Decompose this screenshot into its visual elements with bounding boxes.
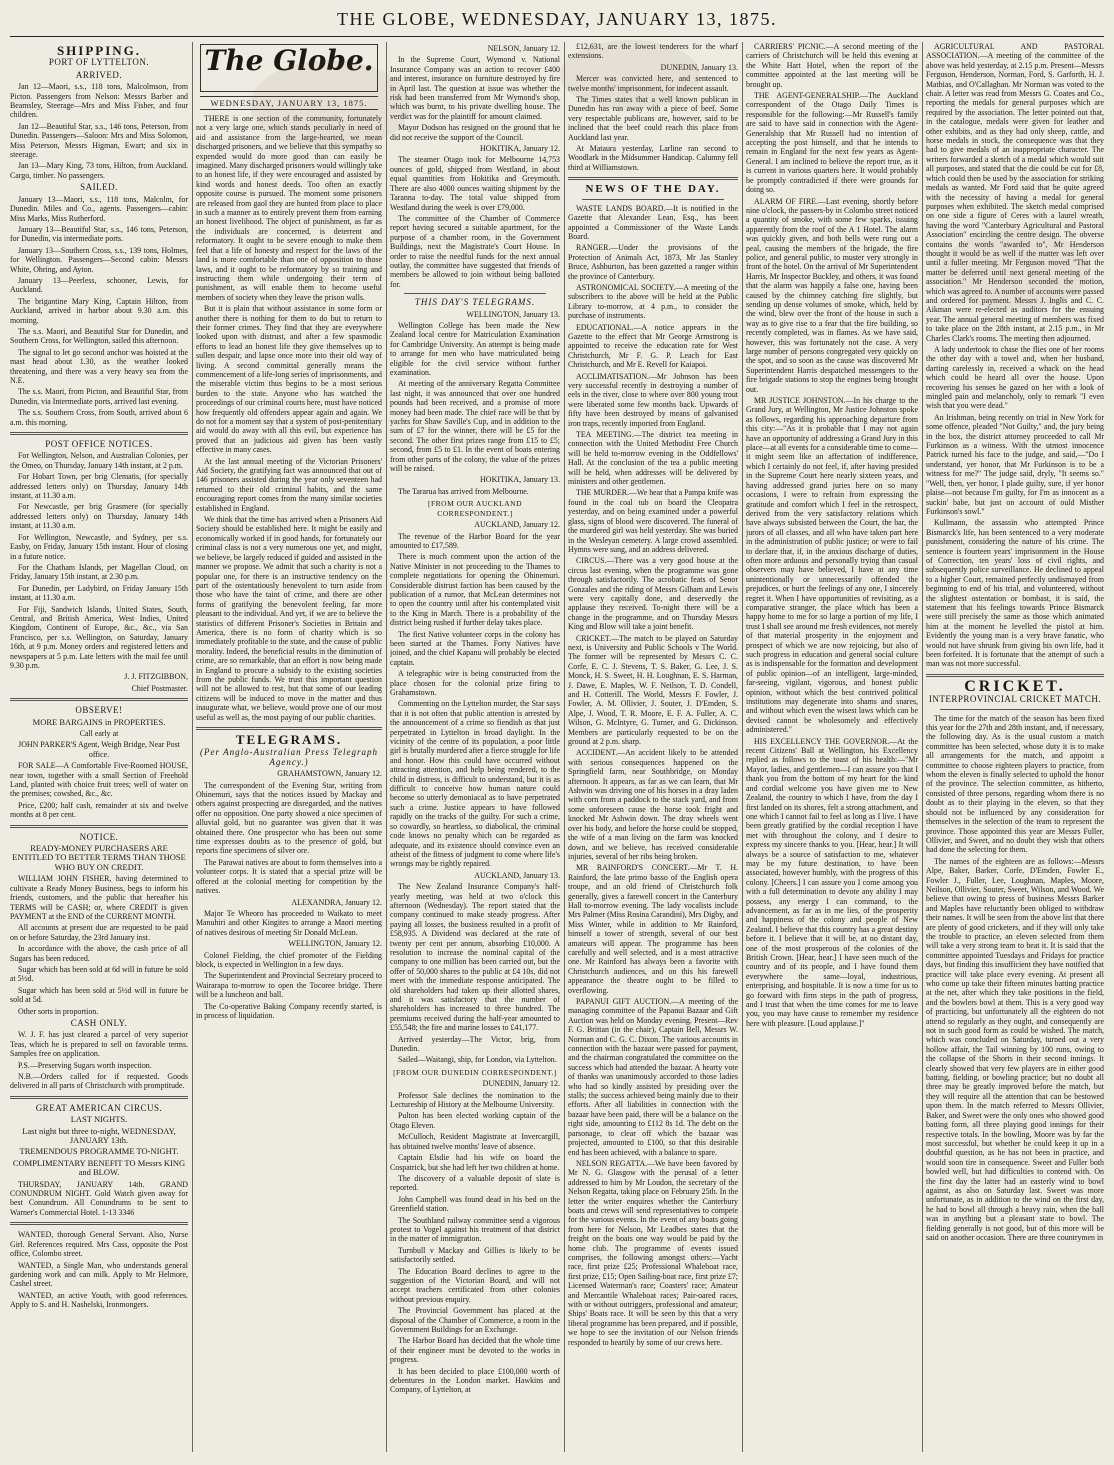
circus-line: THURSDAY, JANUARY 14th. GRAND CONUNDRUM NIGHT. Gold Watch given away for best Conundrum. All Conundrums to be sent to Warner's Commercial Hotel. 1-13 3346 xyxy=(10,1179,188,1217)
telegram-item: A telegraphic wire is being constructed from the place chosen for the colonial prize firing to Grahamstown. xyxy=(390,669,560,697)
masthead: THE GLOBE, WEDNESDAY, JANUARY 13, 1875. xyxy=(336,9,777,29)
telegram-item: Professor Sale declines the nomination to the Lectureship of History at the Melbourne University. xyxy=(390,1090,560,1110)
section-rule xyxy=(10,1096,188,1099)
news-item: CARRIERS' PICNIC.—A second meeting of the carriers of Christchurch will be held this evening at the White Hart Hotel, when the report of the committee appointed at the last meeting will be brought up. xyxy=(746,42,918,89)
section-rule xyxy=(10,432,188,435)
section-rule xyxy=(196,727,382,730)
telegram-item: £12,631, are the lowest tenderers for the wharf extensions. xyxy=(568,42,738,61)
notice-heading: NOTICE. xyxy=(79,831,119,842)
leader-paragraph: But it is plain that without assistance in some form or another there is nothing for them to do but to return to their former crimes. They find that they are everywhere looked upon with distrust, and after a few spasmodic efforts to lead an honest life they give themselves up to sullen despair, and lapse once more into their old way of living. A second committal generally means the commencement of a life-long series of imprisonments, and the miserable victim thus begins to be a most serious burden to the state. Anyone who has watched the proceedings of our criminal courts here, must have noticed how frequently old offenders appear again and again. We do not for a moment say that a system of post-penitentiary aid would do away with all this evil, but experience has proved that an judicious aid given has been vastly effective in many cases. xyxy=(196,304,382,455)
post-notice: For Hobart Town, per brig Clematis, (for specially addressed letters only) on Thursday, January 14th instant, at 11.30 a.m. xyxy=(10,472,188,501)
notice-body: All accounts at present due are requested to be paid on or before Saturday, the 23rd January inst. xyxy=(10,923,188,942)
cricket-paragraph: The names of the eighteen are as follows:—Messrs Alpe, Baker, Barker, Corfe, D'Emden, Fowler E., Fowler J., Fuller, Lee, Loughnan, Maples, Moore, Neilson, Ollivier, Souter, Sweet, Wilson, and Wood. We believe that owing to press of business Messrs Barker and Maples have reluctantly been obliged to withdraw their names. It will be seen from the above list that there are plenty of good cricketers, and if they will only take the trouble to practice, an eleven selected from them will take a very strong team to beat it. It is said that the committee appointed Tuesdays and Fridays for practice days, but finding this insufficient they have notified that practice will take place every evening. At present all who come up take their fifteen minutes batting practice at the net, after which they take positions in the field, and the bowlers bowl at them. This is a very good way of practicing, but unfortunately all the eighteen do not attend so regularly as they ought, and consequently are not in such good form as could be wished. The match, which was concluded on Saturday, turned out a very hollow affair, the Tail winning by 100 runs, owing to the collapse of the Shorts in their second innings. It clearly showed that very few players are in either good batting, fielding, or bowling practice; but no doubt all three may be greatly improved before the match, but they will require all the attention that can be bestowed upon them. In the match referred to Messrs Ollivier, Baker, and Sweet were the only ones who showed good batting form, all three playing good innings for their respective totals. In the bowling, Moore was by far the most successful, but whether he could keep it up in a doubtful question, as he has not been in practice, and would soon tire in consequence. Sweet and Fuller both bowled well, but had difficulties to contend with. On the first day the latter had an easterly wind to bowl against, as also on Saturday last. Sweet was more unfortunate, as in addition to the wind on the first day, he had to bowl all through a heavy rain, when the ball was in anything but a pleasant state to bowl. The fielding generally is not good, but of this more will be said on another occasion. There are three countrymen in xyxy=(926,856,1104,1242)
postmaster-signature: J. J. FITZGIBBON, xyxy=(124,672,188,682)
telegram-item: Colonel Fielding, the chief promoter of the Fielding block, is expected in Wellington in a few days. xyxy=(196,950,382,969)
news-of-the-day-heading: NEWS OF THE DAY. xyxy=(585,183,721,196)
circus-line: COMPLIMENTARY BENEFIT TO Messrs KING and BLOW. xyxy=(12,1157,186,1178)
circus-line: LAST NIGHTS. xyxy=(70,1114,128,1125)
telegram-dateline: DUNEDIN, January 12. xyxy=(482,1079,560,1089)
notice-body: Sugar which has been sold at 6d will in future be sold at 5½d. xyxy=(10,964,188,984)
telegram-dateline: AUCKLAND, January 12. xyxy=(474,520,560,530)
telegram-item: Mercer was convicted here, and sentenced to twelve months' imprisonment, for indecent assault. xyxy=(568,74,738,93)
sailed-label: SAILED. xyxy=(80,182,118,193)
telegram-dateline: HOKITIKA, January 13. xyxy=(480,475,560,485)
circus-line: TREMENDOUS PROGRAMME TO-NIGHT. xyxy=(19,1146,179,1157)
telegram-item: The Parawai natives are about to form themselves into a volunteer corps. It is stated that a special prize will be offered at the colonial meeting for competition by the natives. xyxy=(196,857,382,896)
section-rule xyxy=(10,698,188,701)
telegram-item: Commenting on the Lyttelton murder, the Star says that it is not often that public attention is arrested by the announcement of a crime so fiendish as that just perpetrated in Lyttelton in broad daylight. In the vicinity of the centre of its population, a poor little girl is brutally murdered after a fierce struggle for life and honor. How this could have occurred without attracting attention, and help being rendered, to the child in distress, is difficult to understand, but it is as difficult to conceive how human nature could become so utterly demoniacal as to have perpetrated such a crime. Justice appears to have followed rapidly on the tracks of the guilty. For such a crime, so cowardly, so heartless, so diabolical, the criminal code knows no penalty which can be regarded as adequate, and its existence should convince even an atheist of the fitness of judgment to come where life's wrongs may be rightly repaired. xyxy=(390,699,560,869)
telegram-item: The first Native volunteer corps in the colony has been started at the Thames. Forty Natives have joined, and the chief Kapanu will probably be elected captain. xyxy=(390,629,560,667)
column-2 xyxy=(196,42,382,1452)
news-item: ASTRONOMICAL SOCIETY.—A meeting of the subscribers to the above will be held at the Public Library to-morrow, at 4 p.m., to consider the purchase of instruments. xyxy=(568,282,738,321)
telegram-dateline: DUNEDIN, January 13. xyxy=(660,62,738,72)
telegram-item: McCulloch, Resident Magistrate at Invercargill, has obtained twelve months' leave of absence. xyxy=(390,1132,560,1151)
news-item: AGRICULTURAL AND PASTORAL ASSOCIATION.—A meeting of the committee of the above was held yesterday, at 2.15 p.m. Present—Messrs Ferguson, Henderson, Norman, Ford, S. Garforth, H. J. Mathias, and O'Callaghan. Mr Norman was voted to the chair. A letter was read from Messrs G. Coates and Co., reporting the medals for general purposes which are required by the association. The letter pointed out that, in the catalogue, medals were given for leather and other exhibits, and as they had only sheep, cattle, and horse medals in stock, the consequence was that they had to give medals of an inappropriate character. The writers forwarded a sketch of a medal which would suit all purposes, and stated that the die could be cut for £8, which could then be used by the association for striking medals as wanted. Mr Ford said that he quite agreed with the necessity of having a medal for general purposes when exhibited. The sketch medal comprised on one side a figure of Ceres with a laurel wreath, having the word "Canterbury Agricultural and Pastoral Association" encircling the centre design. The obverse contains the words "awarded to", Mr Henderson thought it would be as well if the matter was left over until a fuller meeting. Mr Ferguson moved "That the matter be deferred until next general meeting of the association." Mr Henderson seconded the motion, which was agreed to. A number of accounts were passed and ordered for payment. Messrs J. Inglis and C. C. Aikman were re-elected as auditors for the ensuing year. The annual general meeting of members was fixed to take place on the 28th instant, at 2.15 p.m., in Mr Charles Clark's rooms. The meeting then adjourned. xyxy=(926,42,1104,343)
sailing-entry: January 13—Beautiful Star, s.s., 146 tons, Peterson, for Dunedin, via intermediate ports. xyxy=(10,224,188,244)
telegram-item: The Co-operative Baking Company recently started, is in process of liquidation. xyxy=(196,1001,382,1020)
news-item: CIRCUS.—There was a very good house at the circus last evening, when the programme was gone through satisfactorily. The acrobatic feats of Senor Gonzales and the riding of Messrs Gilham and Lewis were very capitally done, and deservedly the applause they received. To-night there will be a change in the programme, and on Thursday Messrs King and Blow will take a joint benefit. xyxy=(568,556,738,632)
correspondent-heading: [FROM OUR AUCKLAND CORRESPONDENT.] xyxy=(427,499,522,518)
post-notice: For Wellington, Newcastle, and Sydney, per s.s. Easby, on Friday, January 15th instant. Hour of closing in a future notice. xyxy=(10,532,188,561)
news-item: CRICKET.—The match to be played on Saturday next, is University and Public Schools v The World. The former will be represented by Messrs C. C. Corfe, E. C. J. Stevens, T. S. Baker, G. Lee, J. S. Monck, H. S. Sweet, H. H. Loughnan, E. S. Harman, J. Dawe, E. Maples, W. F. Neilson, T. D. Condell, and H. Cotterill. The World, Messrs F. Fowler, J. Fowler, A. M. Ollivier, J. Souter, J. D'Emden, S. Alpe, J. Wood, T. R. Moore, E. F. A. Fuller, A. C. Wilson, G. McIntyre, G. Turner, and G. Dickinson. Members are particularly requested to be on the ground at 2 p.m. sharp. xyxy=(568,633,738,747)
observe-line: Price, £200; half cash, remainder at six and twelve months at 8 per cent. xyxy=(10,800,188,820)
sailing-entry: January 13—Southern Cross, s.s., 139 tons, Holmes, for Wellington. Passengers—Second cabin: Messrs White, Ohring, and Ayton. xyxy=(10,245,188,274)
telegram-item: The Southland railway committee send a vigorous protest to Vogel against his treatment of that district in the matter of immigration. xyxy=(390,1215,560,1244)
telegram-item: Sailed—Waitangi, ship, for London, via Lyttelton. xyxy=(398,1055,557,1065)
post-office-heading: POST OFFICE NOTICES. xyxy=(45,439,153,450)
post-notice: For the Chatham Islands, per Magellan Cloud, on Friday, January 15th instant, at 2.30 p.m. xyxy=(10,562,188,582)
telegram-dateline: WELLINGTON, January 13. xyxy=(466,309,560,319)
telegram-item: The New Zealand Insurance Company's half-yearly meeting, was held at two o'clock this afternoon (Wednesday). The report stated that the company continued to make steady progress. After paying all losses, the business resulted in a profit of £58,935. A Dividend was declared at the rate of twenty per cent per annum, absorbing £10,000. A resolution to increase the nominal capital of the company to one million has been carried out, but the offer of 50,000 shares to the public at £4 10s, did not meet with the immediate response anticipated. The old shareholders had taken up their allotted shares, and it was satisfactory that the number of shareholders has increased to three hundred. The premiums received during the half-year amounted to £55,548; the fire and marine losses to £41,177. xyxy=(390,882,560,1033)
column-divider xyxy=(564,42,565,1452)
section-rule xyxy=(568,177,738,180)
leader-paragraph: We think that the time has arrived when a Prisoners Aid Society should be established here. It might be easily and economically worked if in good hands, for fortunately our criminal class is not a very numerous one yet, and might, we believe, be largely reduced if guided and assisted in the manner we propose. We admit that such a charity is not a popular one, for there is an instructive tendency on the part of the ostentatiously benevolent to turn aside from those who have the taint of crime, and there are other forms of gratifying the benevolent feeling, far more pleasant to the individual. And yet, if we are to believe the statistics of different Prisoner's Societies in Britain and America, there is no form of charity which is so immediately profitable to the state, and the cause of public morality. Indeed, the beneficial results in the diminution of crime, are so remarkable, that an effort is now being made in England to procure a subsidy to the existing societies from the public funds. We trust this important question will not be allowed to rest, but that some of our leading citizens will be induced to move in the matter and thus inaugurate what, we believe, would prove one of our most useful as well as, the most paying of our public charities. xyxy=(196,515,382,722)
leader-paragraph: At the last annual meeting of the Victorian Prisoners' Aid Society, the gratifying fact was announced that out of 146 prisoners assisted during the year only seventeen had returned to their old criminal habits, and the same encouraging report comes from the many similar societies established in England. xyxy=(196,456,382,513)
arrival-entry: Jan 13—Mary King, 73 tons, Hilton, from Auckland. Cargo, timber. No passengers. xyxy=(10,161,188,180)
cash-body: P.S.—Preserving Sugars worth inspection. xyxy=(18,1060,152,1070)
circus-heading: GREAT AMERICAN CIRCUS. xyxy=(35,1102,163,1113)
sailing-entry: January 13—Peerless, schooner, Lewis, for Auckland. xyxy=(10,275,188,295)
post-notice: For Dunedin, per Ladybird, on Friday January 15th instant, at 11.30 a.m. xyxy=(10,583,188,603)
telegram-dateline: AUCKLAND, January 13. xyxy=(474,870,560,880)
telegram-item: Turnbull v Mackay and Gillies is likely to be satisfactorily settled. xyxy=(390,1245,560,1265)
section-rule xyxy=(926,674,1104,677)
column-3 xyxy=(390,42,560,1452)
news-item: An Irishman, being recently on trial in New York for some offence, pleaded "Not Guilty," and, the jury being in the box, the district attorney proceeded to call Mr Furkinson as a witness. With the utmost innocence Patrick turned his face to the judge, and said,—"Do I understand, yer honor, that Mr Furkinson is to be a witness for me?" The judge said, dryly, "It seems so." "Well, then, yer honor, I plade guilty, sure, if yer honor plaise—not because I'm guilty, for I'm as innocent as a suckin' babe, but just on account of ould Misther Furkinson's sowl." xyxy=(926,412,1104,516)
leader-dateline: WEDNESDAY, JANUARY 13, 1875. xyxy=(200,96,378,110)
news-item: ACCIDENT.—An accident likely to be attended with serious consequences happened on the Springfield farm, near Southbridge, on Monday afternoon. It appears, as far as we can learn, that Mr Ashwin was driving one of his horses in a dray laden with corn from a paddock to the stack yard, and from some unforeseen cause the horse took fright and knocked Mr Ashwin down. The dray wheels went over his body, and before the horse could be stopped, the wife of a man living on the farm was knocked down, and we believe, has received considerable injuries, several of her ribs being broken. xyxy=(568,748,738,861)
telegram-dateline: WELLINGTON, January 12. xyxy=(288,939,382,949)
globe-title: The Globe. xyxy=(204,44,374,77)
sailing-entry: January 13—Maori, s.s., 118 tons, Malcolm, for Dunedin. Miles and Co., agents. Passengers—cabin: Miss Marks, Miss Rutherford. xyxy=(10,194,188,223)
telegram-item: The Provincial Government has placed at the disposal of the Chamber of Commerce, a room in the Government Buildings for an Exchange. xyxy=(390,1306,560,1334)
telegram-item: The revenue of the Harbor Board for the year amounted to £17,589. xyxy=(390,531,560,550)
telegram-item: The Superintendent and Provincial Secretary proceed to Wairarapa to-morrow to open the Tocoree bridge. There will be a luncheon and ball. xyxy=(196,971,382,1000)
telegram-item: There is much comment upon the action of the Native Minister in not proceeding to the Thames to complete negotiations for opening the Ohinemuri. Considerable distrust faction has been caused by the publication of a rumor, that McLean determines not to open the country until after his contemplated visit to the King in March. There is a probability of the district being rushed if further delay takes place. xyxy=(390,552,560,628)
news-item: ALARM OF FIRE.—Last evening, shortly before nine o'clock, the passers-by in Colombo street noticed a quantity of smoke, with some few sparks, issuing apparently from the roof of the A 1 Hotel. The alarm was quickly given, and both bells were rung out a peal, causing the members of the brigade, the fire police, and general public, to muster very strongly in front of the hotel. On the arrival of Mr Superintendent Harris, Mr Inspector Buckley, and others, it was found that the alarm was happily a false one, having been caused by the chimney catching fire slightly, but sending up dense volumes of smoke, which, held by the wind, blew over the front of the house in such a way as to give rise to a fear that the fire building, so recently completed, was in flames. As we have said, however, this was fortunately not the case. A very large number of persons congregated very quickly on the spot, and so soon as the cause was discovered Mr Superintendent Harris despatched messengers to the fire brigade stations to stop the engines being brought out. xyxy=(746,196,918,394)
cricket-heading: CRICKET. xyxy=(964,677,1066,695)
notice-body: In accordance with the above, the cash price of all Sugars has been reduced. xyxy=(10,944,188,963)
observe-heading: OBSERVE! xyxy=(75,705,123,716)
news-item: THE MURDER.—We hear that a Pampa knife was found in the coal tub on board the Cleopatra yesterday, and on being examined under a powerful glass, signs of blood were discovered. The funeral of the murdered girl was held yesterday. She was buried in the Wesleyan cemetery. A large crowd assembled. Hymns were sung, and an address delivered. xyxy=(568,488,738,554)
notice-body: Other sorts in proportion. xyxy=(18,1006,99,1016)
cash-body: W. J. F. has just cleared a parcel of very superior Teas, which he is prepared to sell on favorable terms. Samples free on application. xyxy=(10,1030,188,1059)
notice-body: WILLIAM JOHN FISHER, having determined to cultivate a Ready Money Business, begs to inform his friends, customers, and the public that hereafter his TERMS will be CASH; or, where CREDIT is given PAYMENT at the END of the CURRENT MONTH. xyxy=(10,874,188,921)
telegram-dateline: NELSON, January 12. xyxy=(487,44,560,53)
news-item: MR JUSTICE JOHNSTON.—In his charge to the Grand Jury, at Wellington, Mr Justice Johnston spoke as follows, regarding his approaching departure from this city:—"As it is probable that I may not again have an opportunity of addressing a Grand Jury in this place—at all events for a considerable time to come—it might seem like an affectation of indifference, which I certainly do not feel, if, after having presided in the Supreme Court here nearly sixteen years, and having addressed grand juries here on so many occasions, I were to refrain from expressing the gratitude and comfort which I feel in the retrospect, derived from the very satisfactory relations which have always subsisted between the Court, the bar, the jurors of all classes, and all who have taken part here in the administration of public justice; or were to fail to declare that, if, in the anxious discharge of duties, often more arduous and personally trying than casual observers may have believed, I have at any time unintentionally or unnecessarily offended the prejudices, or hurt the feelings of any one, I sincerely regret it. When I have opportunities of revisiting, as a comparative stranger, the place which has been a happy home to me for so large a portion of my life, I trust I shall see around me fresh evidences, not merely of that material prosperity in the enjoyment and prospect of which we are now rejoicing, but also of such progress in education and general social culture as is indispensable for the formation and development of public opinion—of an intelligent, large-minded, far-seeing, vigilant, vigorous, and honest public opinion, without which the best contrived political institutions may degenerate into shams and snares, and without which even the wisest laws which can be devised cannot be wholesomely and effectively administered." xyxy=(746,396,918,735)
telegrams-heading: TELEGRAMS. xyxy=(235,732,343,747)
wanted-ad: WANTED, a Single Man, who understands general gardening work and can milk. Apply to Mr Helmore, Cashel street. xyxy=(10,1260,188,1289)
news-item: HIS EXCELLENCY THE GOVERNOR.—At the recent Citizens' Ball at Wellington, his Excellency replied as follows to the toast of his health:—"Mr Mayor, ladies, and gentlemen—I can assure you that I thank you from the bottom of my heart for the kind and cordial welcome you have given me to New Zealand, the country to which I have, from the day I first landed on its shores, felt a strong attachment, and one which I cannot fail to feel as long as I live. I have been greatly gratified by the cordial reception I have met with throughout the colony, and I desire to express my sincere thanks to you. [Hear, hear.] It will always be a source of satisfaction to me, whatever may be my future destination, to have been associated, however humbly, with the progress of this colony. [Cheers.] I can assure you I come among you with a full determination to devote any ability I may possess, any energy I can command, to the advancement, as far as in me lies, of the prosperity and happiness of the colony and people of New Zealand. I believe that this country has a great destiny before it. I believe that it will be, at no distant day, one of the most prosperous of the colonies of the British Crown. [Hear, hear.] I have seen much of the country and of its people, and I have found them everywhere the same—loyal, industrious, enterprising, and hospitable. It is now a time for us to go forward with firm steps in the path of progress, and I trust that when the time comes for me to leave you, you may have cause to remember my residence here with pleasure. [Loud applause.]" xyxy=(746,736,918,1028)
notice-lead: READY-MONEY PURCHASERS ARE ENTITLED TO BETTER TERMS THAN THOSE WHO BUY ON CREDIT. xyxy=(12,843,186,872)
news-item: TEA MEETING.—The district tea meeting in connection with the United Methodist Free Church will be held to-morrow evening in the Oddfellows' Hall. At the conclusion of the tea a public meeting will be held, when addresses will be delivered by ministers and other gentlemen. xyxy=(568,430,738,487)
telegram-item: Wellington College has been made the New Zealand local centre for Matriculation Examination for Cambridge University. An attempt is being made to arrange for men who have matriculated being eligible for the civil service without further examination. xyxy=(390,320,560,377)
telegram-item: The Times states that a well known publican in Dunedin has run away with a piece of beef. Some very respectable publicans are, however, said to be inclined that the beef could reach this place from Auckland last year. xyxy=(568,95,738,142)
telegram-item: Arrived yesterday—The Victor, brig, from Dunedin. xyxy=(390,1034,560,1054)
notice-body: Sugar which has been sold at 5½d will in future be sold at 5d. xyxy=(10,985,188,1005)
section-rule xyxy=(10,1222,188,1225)
telegrams-subheading: (Per Anglo-Australian Press Telegraph Agency.) xyxy=(200,747,378,767)
telegram-item: In the Supreme Court, Wymond v. National Insurance Company was an action to recover £400 and interest, insurance on furniture destroyed by fire in April last. The question at issue was whether the risk had been transferred from Mr Wymond's shop, which was burnt, to his private dwelling house. The verdict was for the plaintiff for amount claimed. xyxy=(390,55,560,121)
section-rule xyxy=(582,199,724,200)
telegram-item: Mayor Dodson has resigned on the ground that he did not receive the support of the Council. xyxy=(390,123,560,142)
news-item: EDUCATIONAL.—A notice appears in the Gazette to the effect that Mr George Armstrong is appointed to receive the education rate for West Christchurch, Mr F. G. P. Leach for East Christchurch, and Mr E. Revell for Kaiapoi. xyxy=(568,322,738,370)
telegram-dateline: HOKITIKA, January 12. xyxy=(480,144,560,154)
telegram-item: The correspondent of the Evening Star, writing from Ohinemuri, says that the notices issued by Mackay and others against prospecting are disregarded, and the natives offer no opposition. One party showed a nice specimen of alluvial gold, but no guarantee was given that it was obtained there. One prospector who has been out some time expresses doubts as to the presence of gold, but reports fine specimens of silver ore. xyxy=(196,780,382,856)
news-item: ACCLIMATISATION.—Mr Johnson has been very successful recently in destroying a number of eels in the river, close to where over 800 young trout were liberated some few months back. Upwards of fifty have been destroyed by means of galvanised iron traps, recently imported from England. xyxy=(568,371,738,428)
port-heading: PORT OF LYTTELTON. xyxy=(48,57,150,68)
observe-line: Call early at xyxy=(79,729,119,738)
shipping-note: The s.s. Maori, from Picton, and Beautiful Star, from Dunedin, via Intermediate ports, arrived last evening. xyxy=(10,387,188,406)
shipping-heading: SHIPPING. xyxy=(56,43,142,58)
arrival-entry: Jan 12—Maori, s.s., 118 tons, Malcolmson, from Picton. Passengers from Nelson: Messrs Barber and Beamsley, Steerage—Mrs and Miss Fisher, and four children. xyxy=(10,82,188,120)
telegram-item: Major Te Wheoro has proceeded to Waikato to meet Manuhiri and other Kingites to arrange a Maori meeting of natives desirous of meeting Sir Donald McLean. xyxy=(196,908,382,937)
telegram-item: Pulton has been elected working captain of the Otago Eleven. xyxy=(390,1111,560,1130)
column-divider xyxy=(742,42,743,1452)
observe-line: FOR SALE—A Comfortable Five-Roomed HOUSE, near town, together with a small Section of Freehold Land, planted with choice fruit trees; well of water on the premises; cowshed, &c., &c. xyxy=(10,761,188,799)
this-days-telegrams-heading: THIS DAY'S TELEGRAMS. xyxy=(414,297,536,308)
leader-paragraph: THERE is one section of the community, fortunately not a very large one, which stands peculiarly in need of aid and assistance from the large-hearted, we mean discharged prisoners, and we believe that this sympathy so expended would do more good than can easily be imagined. Many discharged prisoners would willingly take to an honest life, if they were encouraged and assisted by kind words and honest deeds. Too often an exactly opposite course is pursued. The moment some prisoners are released from gaol they are hunted from place to place in such a manner as to entirely prevent them from earning an honest livelihood. The object of punishment, as far as the individuals are concerned, is deterrent and reformatory. It ought to be severe enough to make them feel that a life of honesty and respect for the laws of the land is more comfortable than one of opposition to those laws, and it ought to be reformatory by so training and instructing them while undergoing their term of punishment, as will enable them to become useful members of society when they leave the prison walls. xyxy=(196,114,382,302)
wanted-ad: WANTED, thorough General Servant. Also, Nurse Girl. References required. Mrs Cass, opposite the Post office, Colombo street. xyxy=(10,1230,188,1259)
column-5 xyxy=(746,42,918,1452)
arrival-entry: Jan 12—Beautiful Star, s.s., 146 tons, Peterson, from Dunedin. Passengers—Saloon: Mrs and Miss Solomon, Miss Peterson, Messrs Higman, Ewart; and six in steerage. xyxy=(10,121,188,160)
telegram-item: The steamer Otago took for Melbourne 14,753 ounces of gold, shipped from Westland, in about equal quantities from Hokitika and Greymouth. There are also 4000 ounces waiting shipment by the Taranna to-day. The total value shipped from Westland during the week is over £79,000. xyxy=(390,155,560,212)
column-6 xyxy=(926,42,1104,1452)
masthead-rule xyxy=(10,36,1104,37)
shipping-note: The signal to let go second anchor was hoisted at the mast head about 1.30, as the weather looked threatening, and there was a very heavy sea from the N.E. xyxy=(10,347,188,385)
news-item: RANGER.—Under the provisions of the Protection of Animals Act, 1873, Mr Jas Stanley Bruce, Ashburton, has been gazetted a ranger within the province of Canterbury. xyxy=(568,243,738,281)
column-1 xyxy=(10,42,188,1452)
cash-only-heading: CASH ONLY. xyxy=(70,1017,128,1028)
wanted-ad: WANTED, an active Youth, with good references. Apply to S. and H. Nashelski, Ironmongers. xyxy=(10,1290,188,1310)
news-item: A lady undertook to chase the flies one of her rooms the other day with a towel and, when her husband, darting carelessly in, received a whack on the head which could be heard all over the house. Upon recovering his senses he gazed on her with a look of mingled pain and melancholy, only to remark "I even wish that you were dead." xyxy=(926,345,1104,411)
cricket-paragraph: The time for the match of the season has been fixed this year for the 27th and 28th instant, and, if necessary, the following day. As is the usual custom a match committee has been selected, whose duty it is to make all arrangements for the match, and appoint a committee to choose eighteen players to practice, from whom the eleven is finally selected to uphold the honor of the province. The selection committee, as hitherto, consisted of three persons, regarding whom there is no doubt as to their playing in the eleven, so that they should not be influenced by any consideration for themselves in the selection of the team to represent the province. Those appointed this year are Messrs Fuller, Ollivier, and Sweet, and no doubt they wish that others had done the selecting for them. xyxy=(926,713,1104,855)
post-notice: For Newcastle, per brig Grasmere (for specially addressed letters only) on Thursday, January 14th instant, at 11.30 a.m. xyxy=(10,502,188,531)
telegram-item: The Education Board declines to agree to the suggestion of the Victorian Board, and will not accept teachers certificated from other colonies without previous enquiry. xyxy=(390,1266,560,1304)
post-notice: For Wellington, Nelson, and Australian Colonies, per the Omeo, on Thursday, January 14th instant, at 2 p.m. xyxy=(10,451,188,470)
news-item: THE AGENT-GENERALSHIP.—The Auckland correspondent of the Otago Daily Times is responsible for the following:—Mr Russell's family are said to have said in connection with the Agent-Generalship that Mr Russell had no intention of accepting the post himself, and that he intends to remain in England for the next few years as Agent-General. I am inclined to believe the report true, as it is current in various quarters here. It would probably be promptly contradicted if there were grounds for doing so. xyxy=(746,91,918,195)
post-notice: For Fiji, Sandwich Islands, United States, South, Central, and British America, West Indies, United Kingdom, Continent of Europe, &c., &c., via San Francisco, per s.s. Wellington, on Saturday, January 16th, at 9 p.m. Money orders and registered letters and newspapers at 5 p.m. Late letters with the mail fee until 9.30 p.m. xyxy=(10,604,188,670)
postmaster-title: Chief Postmaster. xyxy=(131,683,188,693)
column-divider xyxy=(386,42,387,1452)
section-rule xyxy=(10,825,188,828)
telegram-item: The Tararua has arrived from Melbourne. xyxy=(398,486,529,496)
telegram-dateline: ALEXANDRA, January 12. xyxy=(291,897,382,907)
circus-line: Last night but three to-night, WEDNESDAY, JANUARY 13th. xyxy=(22,1125,176,1146)
shipping-note: The s.s. Maori, and Beautiful Star for Dunedin, and Southern Cross, for Wellington, sailed this afternoon. xyxy=(10,326,188,346)
telegram-item: Captain Elsdie had his wife on board the Cospatrick, but she had left her two children at home. xyxy=(390,1153,560,1172)
telegram-item: The discovery of a valuable deposit of slate is reported. xyxy=(390,1173,560,1193)
globe-nameplate xyxy=(200,44,378,92)
telegram-item: The committee of the Chamber of Commerce report having secured a suitable apartment, for the purpose of a chamber room, in the Government Buildings, next the Magistrate's Court House. In order to raise the needful funds for the next annual outlay, the committee have suggested that friends of members be allowed to join without being balloted for. xyxy=(390,213,560,289)
telegram-item: John Campbell was found dead in his bed on the Greenfield station. xyxy=(390,1194,560,1214)
observe-line: JOHN PARKER'S Agent, Weigh Bridge, Near Post office. xyxy=(18,740,180,759)
observe-lead: MORE BARGAINS in PROPERTIES. xyxy=(32,716,166,727)
cash-body: N.B.—Orders called for if requested. Goods delivered in all parts of Christchurch with promptitude. xyxy=(10,1072,188,1091)
news-item: WASTE LANDS BOARD.—It is notified in the Gazette that Alexander Lean, Esq., has been appointed a Commissioner of the Waste Lands Board. xyxy=(568,203,738,241)
telegram-dateline: GRAHAMSTOWN, January 12. xyxy=(277,769,382,779)
correspondent-heading: [FROM OUR DUNEDIN CORRESPONDENT.] xyxy=(393,1067,557,1077)
telegram-item: At Mataura yesterday, Larline ran second to Woodlark in the Midsummer Handicap. Calumny fell third at Williamstown. xyxy=(568,144,738,172)
telegram-item: The Harbor Board has decided that the whole time of their engineer must be devoted to the works in progress. xyxy=(390,1336,560,1365)
section-rule xyxy=(940,709,1090,710)
news-item: PAPANUI GIFT AUCTION.—A meeting of the managing committee of the Papanui Bazaar and Gift Auction was held on Monday evening. Present—Rev F. G. Brittan (in the chair), Captain Bell, Messrs W. Norman and C. G. C. Dixon. The various accounts in connection with the bazaar were passed for payment, and the chairman congratulated the committee on the success which had attended the bazaar. A hearty vote of thanks was unanimously accorded to those ladies who had so kindly assisted by presiding over the stalls; the success achieved being mainly due to their efforts. After all liabilities in connection with the bazaar have been paid, there will be a balance on the right side, amounting to £112 8s 1d. The debt on the parsonage, to clear off which the bazaar was projected, amounted to £100, so that this desirable end has been achieved, with a balance to spare. xyxy=(568,997,738,1157)
news-item: MR RAINFORD'S CONCERT.—Mr T. H. Rainford, the late primo basso of the English opera troupe, and an old friend of Christchurch folk generally, gives a farewell concert in the Canterbury Hall to-morrow evening. The lady vocalists include Mrs Palmer (Miss Rosina Carandini), Mrs Digby, and Miss Winter, while in addition to Mr Rainford, himself a tower of strength, several of our best amateurs will appear. The programme has been carefully and well selected, and is a most attractive one. Mr Rainford has always been a favorite with Christchurch audiences, and on this his farewell appearance the theatre ought to be filled to overflowing. xyxy=(568,863,738,995)
column-divider xyxy=(922,42,923,1452)
telegram-item: At meeting of the anniversary Regatta Committee last night, it was announced that over one hundred pounds had been received, and a promise of more money had been made. The chief race will be that by yachts for Shaw Saville's Cup, and in addition to the sum of £7 for the winner, there will be £5 for the second. The other first prizes range from £15 to £5; second, from £5 to £1. In the event of boats entering from other parts of the colony, the value of the prizes will be raised. xyxy=(390,379,560,474)
telegram-item: It has been decided to place £100,000 worth of debentures in the London market. Hawkins and Company, of Lyttelton, at xyxy=(390,1366,560,1395)
column-divider xyxy=(192,42,193,1452)
column-4 xyxy=(568,42,738,1452)
arrived-label: ARRIVED. xyxy=(75,69,123,80)
shipping-note: The brigantine Mary King, Captain Hilton, from Auckland, arrived in harbor about 9.30 a.m. this morning. xyxy=(10,296,188,325)
news-item: NELSON REGATTA.—We have been favored by Mr N. G. Glasgow with the perusal of a letter addressed to him by Mr Loudon, the secretary of the Nelson Regatta, taking place on February 25th. In the letter the writer enquires whether the Canterbury boats and crews will send representatives to compete for the various events. In the event of any boats going from here for Nelson, Mr Leadbes states that the freight on the boats one way would be paid by the home club. The programme of events issued comprises, the following amongst others:—Yacht race, first prize £25; Professional Whaleboat race, first prize, £15; Open Sailing-boat race, first prize £7; Licensed Waterman's race; Coasters' race; Amateur and Mercantile Whaleboat races; Pair-oared races, with or without outriggers, professional and amateur; Ships' Boats race. It will be seen by this that a very liberal programme has been prepared, and if possible, we hope to see the invitation of our Nelson friends responded to heartily by some of our crews here. xyxy=(568,1158,738,1347)
news-item: Kullmann, the assassin who attempted Prince Bismarck's life, has been sentenced to a very moderate punishment, considering the nature of his crime. The sentence is fourteen years' imprisonment in the House of Correction, ten years' loss of civil rights, and subsequently police surveillance. He declined to appeal to a higher Court, remained perfectly undismayed from beginning to end of his trial, and volunteered, without the slightest ostentation or bombast, it is said, the statement that his feelings towards Prince Bismarck were still precisely the same as those which animated him at the moment he levelled the pistol at him. Evidently the young man is a very brave fanatic, who would not have shrunk from giving his own life, had it been forfeited. It is fortunate that the attempt of such a man was not more successful. xyxy=(926,518,1104,669)
cricket-subheading: INTERPROVINCIAL CRICKET MATCH. xyxy=(928,694,1102,705)
shipping-note: The s.s. Southern Cross, from South, arrived about 6 a.m. this morning. xyxy=(10,408,188,427)
section-rule xyxy=(404,293,546,294)
